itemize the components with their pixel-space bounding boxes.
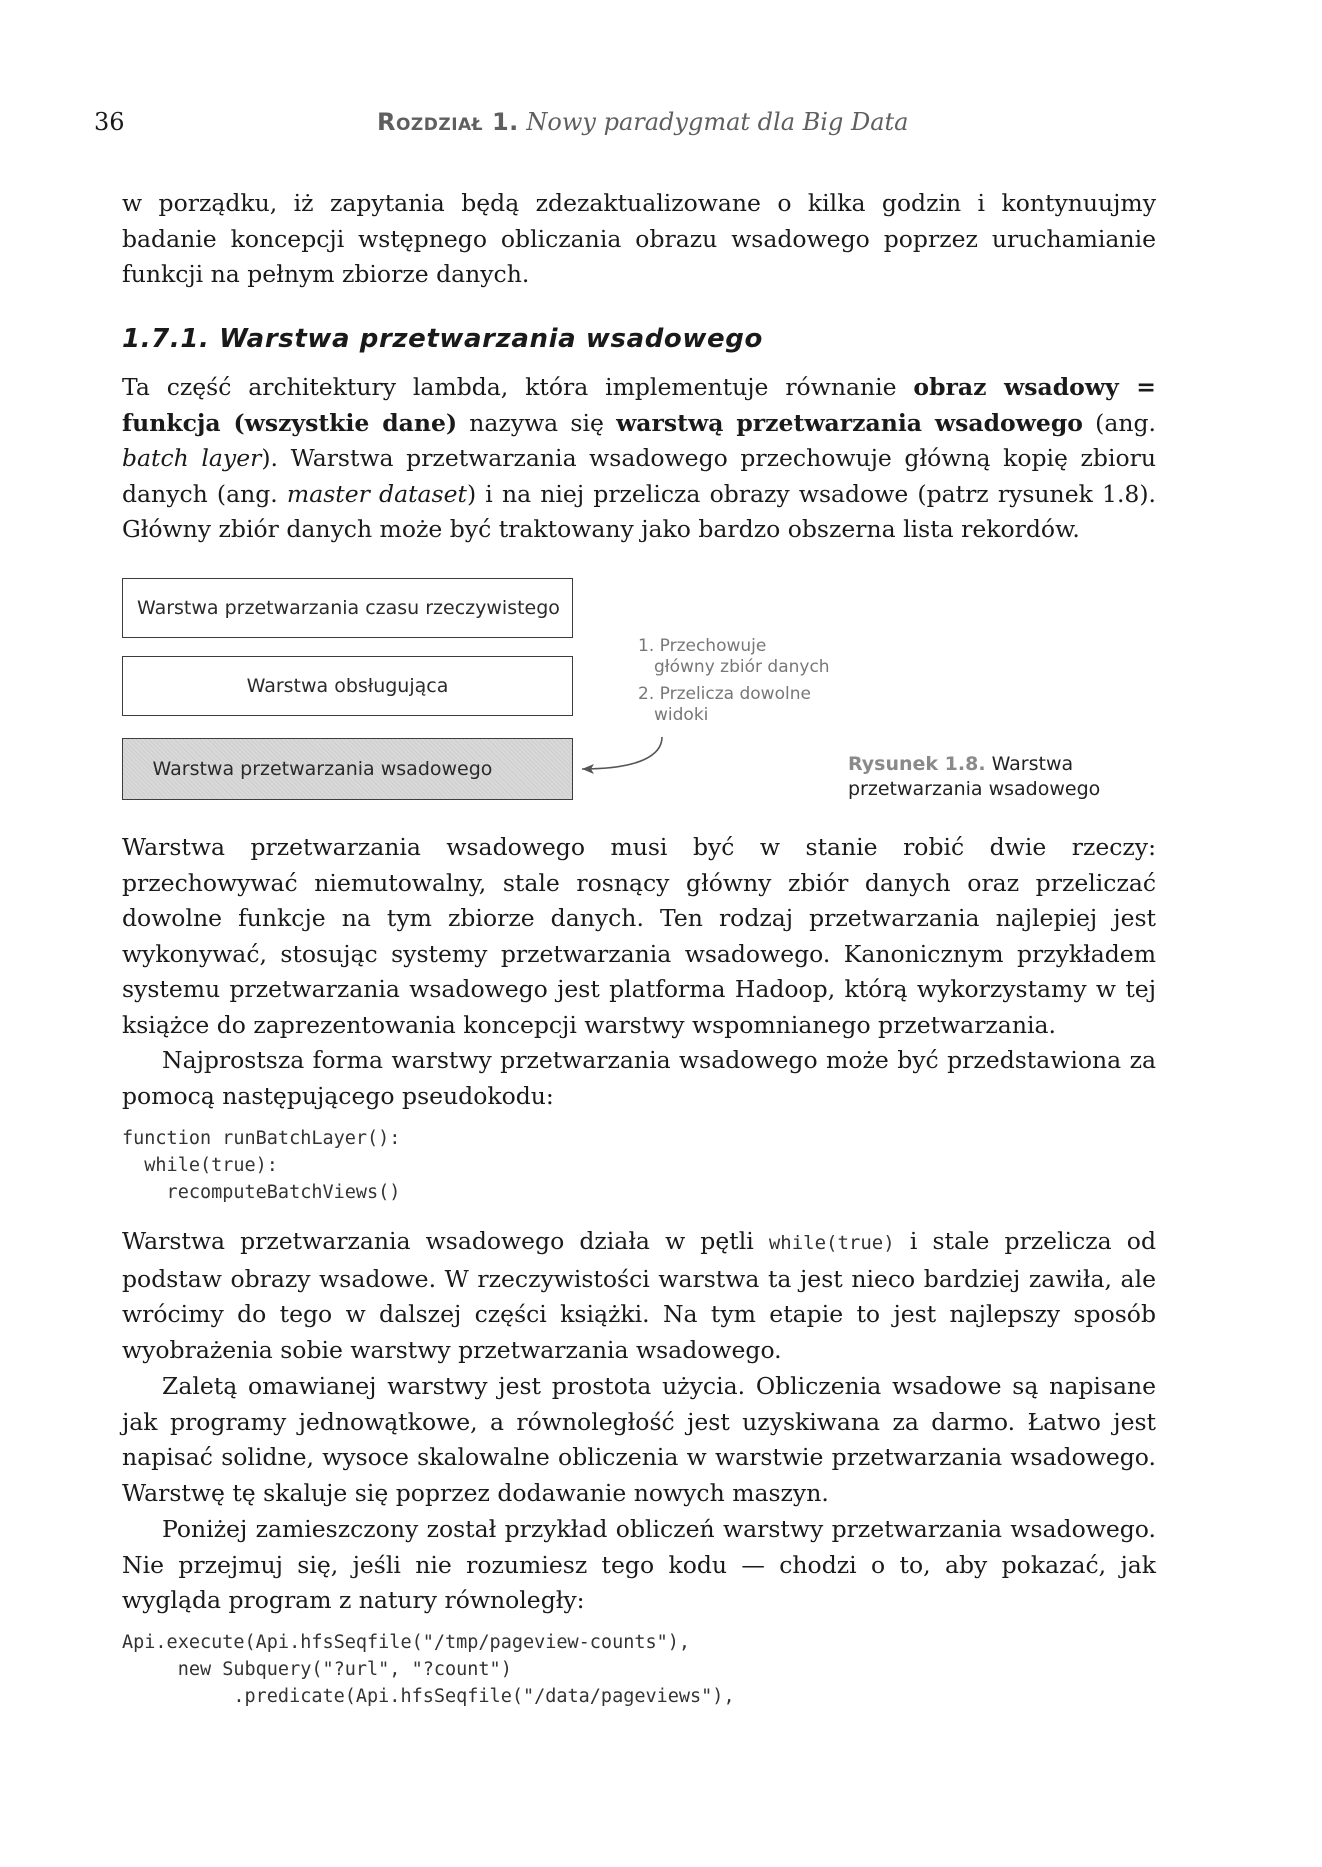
text-run: ) i na niej przelicza obrazy wsadowe (patrz rysunek 1.8). Główny zbiór danych może być traktowany jako bardzo obszerna lista rekordów. bbox=[122, 479, 1157, 543]
note-line: 1. Przechowuje bbox=[638, 636, 767, 656]
text-run: (ang. bbox=[1082, 408, 1157, 437]
text-run: ). Warstwa przetwarzania wsadowego przechowuje główną kopię zbioru danych (ang. bbox=[122, 444, 1156, 508]
figure-box-label: Warstwa przetwarzania wsadowego bbox=[152, 758, 493, 780]
caption-label: Rysunek 1.8. bbox=[848, 753, 986, 775]
text-run: i stale przelicza od podstaw obrazy wsadowe. W rzeczywistości warstwa ta jest nieco bardziej zawiła, ale wrócimy do tego w dalszej części książki. Na tym etapie to jest najlepszy sposób wyobrażenia sobie warstwy przetwarzania wsadowego. bbox=[122, 1227, 1156, 1364]
text-run: Ta część architektury lambda, która implementuje równanie bbox=[122, 373, 914, 401]
paragraph-batch-layer-duties: Warstwa przetwarzania wsadowego musi być w stanie robić dwie rzeczy: przechowywać niemutowalny, stale rosnący główny zbiór danych oraz przeliczać dowolne funkcje na tym zbiorze danych. Ten rodzaj przetwarzania najlepiej jest wykonywać, stosując systemy przetwarzania wsadowego. Kanonicznym przykładem systemu przetwarzania wsadowego jest platforma Hadoop, którą wykorzystamy w tej książce do zaprezentowania koncepcji warstwy wspomnianego przetwarzania. bbox=[122, 833, 1156, 1039]
paragraph-advantages: Zaletą omawianej warstwy jest prostota użycia. Obliczenia wsadowe są napisane jak programy jednowątkowe, a równoległość jest uzyskiwana za darmo. Łatwo jest napisać solidne, wysoce skalowalne obliczenia w warstwie przetwarzania wsadowego. Warstwę tę skaluje się poprzez dodawanie nowych maszyn. bbox=[122, 1372, 1156, 1507]
text-run: nazywa się bbox=[457, 408, 617, 437]
italic-term: master dataset bbox=[286, 479, 467, 508]
paragraph-pseudocode-intro: Najprostsza forma warstwy przetwarzania wsadowego może być przedstawiona za pomocą następującego pseudokodu: bbox=[122, 1046, 1156, 1110]
chapter-label: Rozdział 1. bbox=[377, 108, 519, 136]
note-line: widoki bbox=[654, 705, 709, 725]
running-head bbox=[377, 108, 908, 136]
section-title: Warstwa przetwarzania wsadowego bbox=[219, 324, 763, 354]
note-line: 2. Przelicza dowolne bbox=[638, 684, 811, 704]
section-number: 1.7.1. bbox=[122, 324, 210, 354]
figure-notes bbox=[638, 636, 830, 728]
figure-note-2 bbox=[638, 684, 830, 726]
paragraph-batch-layer-intro bbox=[122, 370, 1156, 548]
code-block-example: Api.execute(Api.hfsSeqfile("/tmp/pageview-counts"), new Subquery("?url", "?count") .predicate(Api.hfsSeqfile("/data/pageviews"), bbox=[122, 1632, 735, 1707]
figure-box-realtime-layer bbox=[122, 578, 573, 638]
bold-equation: obraz wsadowy = funkcja (wszystkie dane) bbox=[122, 373, 1157, 437]
intro-paragraph: w porządku, iż zapytania będą zdezaktualizowane o kilka godzin i kontynuujmy badanie koncepcji wstępnego obliczania obrazu wsadowego poprzez uruchamianie funkcji na pełnym zbiorze danych. bbox=[122, 189, 1156, 288]
figure-caption bbox=[848, 752, 1100, 802]
inline-code: while(true) bbox=[768, 1232, 895, 1254]
figure-box-label: Warstwa obsługująca bbox=[246, 675, 449, 697]
figure-box-serving-layer bbox=[122, 656, 573, 716]
paragraph-example-intro: Poniżej zamieszczony został przykład obliczeń warstwy przetwarzania wsadowego. Nie przejmuj się, jeśli nie rozumiesz tego kodu — chodzi o to, aby pokazać, jak wygląda program z natury równoległy: bbox=[122, 1515, 1156, 1614]
text-run: Warstwa przetwarzania wsadowego działa w pętli bbox=[122, 1227, 769, 1255]
figure-box-label: Warstwa przetwarzania czasu rzeczywistego bbox=[137, 597, 560, 619]
section-heading bbox=[122, 324, 763, 354]
code-block-pseudocode: function runBatchLayer(): while(true): recomputeBatchViews() bbox=[122, 1128, 401, 1203]
bold-term: warstwą przetwarzania wsadowego bbox=[616, 408, 1083, 437]
page-header bbox=[94, 108, 1194, 148]
caption-text: Warstwa bbox=[991, 753, 1074, 775]
note-line: główny zbiór danych bbox=[654, 657, 830, 677]
page-number: 36 bbox=[94, 108, 125, 136]
figure-box-batch-layer bbox=[122, 738, 573, 800]
figure-arrow-icon bbox=[570, 735, 680, 785]
figure-note-1 bbox=[638, 636, 830, 678]
paragraph-while-loop bbox=[122, 1224, 1156, 1368]
chapter-title: Nowy paradygmat dla Big Data bbox=[526, 108, 909, 136]
caption-text: przetwarzania wsadowego bbox=[848, 778, 1101, 800]
italic-term: batch layer bbox=[122, 444, 262, 472]
